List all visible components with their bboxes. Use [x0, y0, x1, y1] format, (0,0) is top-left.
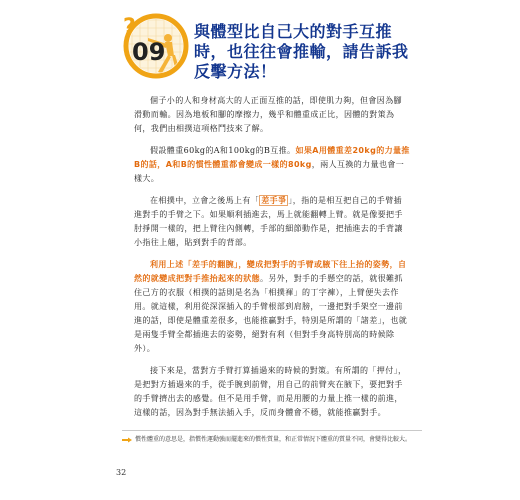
paragraph-3 — [134, 194, 410, 250]
question-number: 09 — [132, 38, 166, 66]
footnote-text: 慣性體重的意思是，指慣性運動強而擺進來的慣性質量，和正常情況下體重的質量不同，會變得比較大。 — [135, 436, 412, 443]
body-text — [134, 94, 410, 428]
paragraph-4-tail: 。另外，對手的手懸空的話，就很難抓住己方的衣服（相撲的話則是名為「相撲褌」的丁字褲），上臂便失去作用。就這樣，利用從深深插入的手臂根部到肩膀，一邊把對手架空一邊前進的話，即使是體重差很多，也能推贏對手，特別是所謂的「諸差」，也就是兩隻手臂全都插進去的姿勢，絕對有利（但對手身高特別高的時候除外）。 — [134, 274, 408, 353]
highlight-sashite-arasoi: 差手爭 — [261, 196, 287, 205]
svg-text:?: ? — [123, 15, 136, 40]
paragraph-5: 接下來是，當對方手臂打算插過來的時候的對策。有所謂的「押付」，是把對方插過來的手，從手腕到前臂，用自己的前臂夾在腋下，要把對手的手臂擠出去的感覺。但不是用手臂，而是用腰的力量上推一樣的前進，這樣的話，因為對手無法插入手，反而身體會不穩，就能推贏對手。 — [134, 366, 407, 417]
paragraph-3-tail: 」，指的是相互把自己的手臂插進對手的手臂之下。如果順利插進去，馬上就能翻轉上臂。就是像要把手肘掙開一樣的，把上臂往內側轉，手部的細節動作是，把插進去的手背讓小指往上翹，貼到對手的背部。 — [134, 196, 403, 247]
paragraph-2-lead: 假設體重60kg的A和100kg的B互推。 — [150, 146, 296, 155]
paragraph-3-lead: 在相撲中，立會之後馬上有「 — [150, 196, 260, 205]
paragraph-2 — [134, 144, 410, 186]
highlight-same-80kg: 都會變成一樣的80kg — [229, 160, 312, 169]
paragraph-1: 個子小的人和身材高大的人正面互推的話，即使肌力夠，但會因為腳滑動而輸。因為地板和腳的摩擦力，幾乎和體重成正比，因體的對策為何，我們由相撲這項格鬥技來了解。 — [134, 96, 402, 133]
paragraph-4 — [134, 258, 410, 356]
title-line-1: 與體型比自己大的對手互推 — [194, 22, 393, 41]
pointing-hand-icon — [122, 436, 132, 444]
footnote — [122, 430, 422, 445]
title-line-3: 反擊方法！ — [194, 62, 277, 81]
page-title — [194, 22, 424, 82]
highlight-wrist-turn: 利用上述「差手的翻腕」，變成把對手的手臂或腋下往上抬的姿勢，自然的就變成把對手推抬起來的狀態 — [134, 260, 407, 283]
title-line-2: 時，也往往會推輸，請告訴我 — [194, 42, 409, 61]
question-badge-icon — [118, 8, 190, 80]
paragraph-2-tail: ，兩人互換的力量也會一樣大。 — [134, 160, 405, 183]
highlight-weight-difference: 如果A用體重差20kg的力量推B的話，A和B的慣性體重 — [134, 146, 410, 169]
page-number: 32 — [116, 468, 127, 477]
